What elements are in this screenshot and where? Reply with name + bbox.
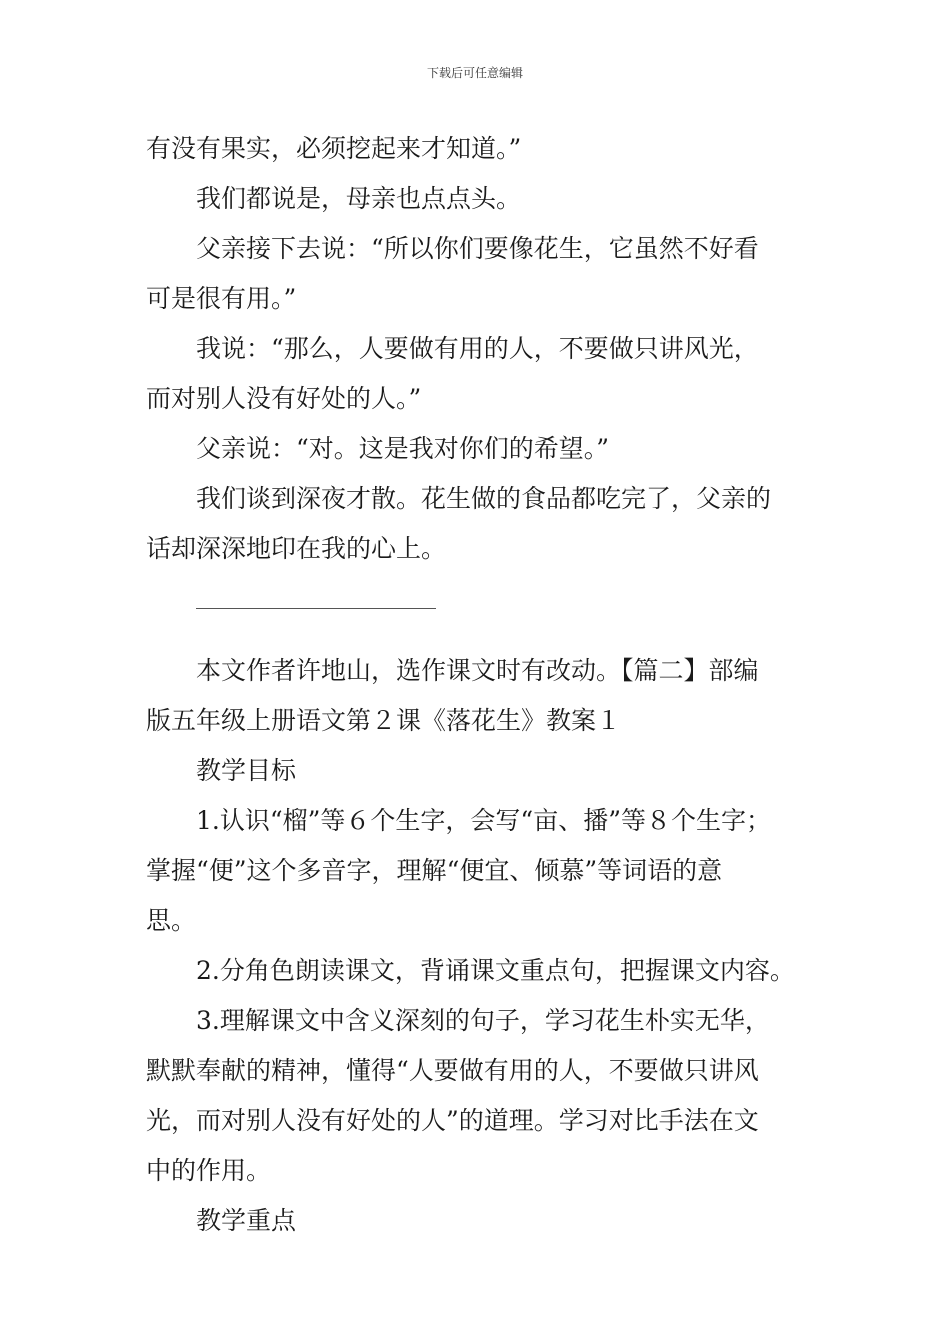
paragraph <box>146 646 816 746</box>
text-line: 而对别人没有好处的人。” <box>146 384 422 413</box>
text-line: 思。 <box>146 906 197 935</box>
paragraph <box>146 946 816 996</box>
paragraph <box>146 124 816 174</box>
paragraph <box>146 1196 816 1246</box>
lesson-plan-section <box>146 646 816 1246</box>
text-line: 中的作用。 <box>146 1156 272 1185</box>
text-line: 话却深深地印在我的心上。 <box>146 534 447 563</box>
text-line: 我说：“那么，人要做有用的人，不要做只讲风光， <box>196 334 759 363</box>
paragraph <box>146 796 816 946</box>
document-body <box>146 124 816 1246</box>
text-line: 可是很有用。” <box>146 284 297 313</box>
text-line: 有没有果实，必须挖起来才知道。” <box>146 134 522 163</box>
paragraph <box>146 224 816 324</box>
text-line: 本文作者许地山，选作课文时有改动。【篇二】部编 <box>196 656 759 685</box>
text-line: 教学重点 <box>196 1206 297 1235</box>
paragraph <box>146 746 816 796</box>
text-line: 3.理解课文中含义深刻的句子，学习花生朴实无华， <box>196 1006 770 1035</box>
story-section <box>146 124 816 574</box>
text-line: 父亲接下去说：“所以你们要像花生，它虽然不好看 <box>196 234 759 263</box>
paragraph <box>146 324 816 424</box>
text-line: 默默奉献的精神，懂得“人要做有用的人，不要做只讲风 <box>146 1056 759 1085</box>
paragraph <box>146 174 816 224</box>
text-line: 1.认识“榴”等６个生字，会写“亩、播”等８个生字； <box>196 806 771 835</box>
text-line: 2.分角色朗读课文，背诵课文重点句，把握课文内容。 <box>196 956 795 985</box>
paragraph <box>146 424 816 474</box>
footnote-divider <box>196 608 436 609</box>
text-line: 版五年级上册语文第２课《落花生》教案１ <box>146 706 622 735</box>
text-line: 掌握“便”这个多音字，理解“便宜、倾慕”等词语的意 <box>146 856 723 885</box>
text-line: 教学目标 <box>196 756 297 785</box>
paragraph <box>146 474 816 574</box>
text-line: 我们谈到深夜才散。花生做的食品都吃完了，父亲的 <box>196 484 772 513</box>
text-line: 光，而对别人没有好处的人”的道理。学习对比手法在文 <box>146 1106 759 1135</box>
text-line: 父亲说：“对。这是我对你们的希望。” <box>196 434 610 463</box>
paragraph <box>146 996 816 1196</box>
footnote-divider-area <box>146 574 816 646</box>
page-header: 下载后可任意编辑 <box>426 66 523 80</box>
text-line: 我们都说是，母亲也点点头。 <box>196 184 522 213</box>
